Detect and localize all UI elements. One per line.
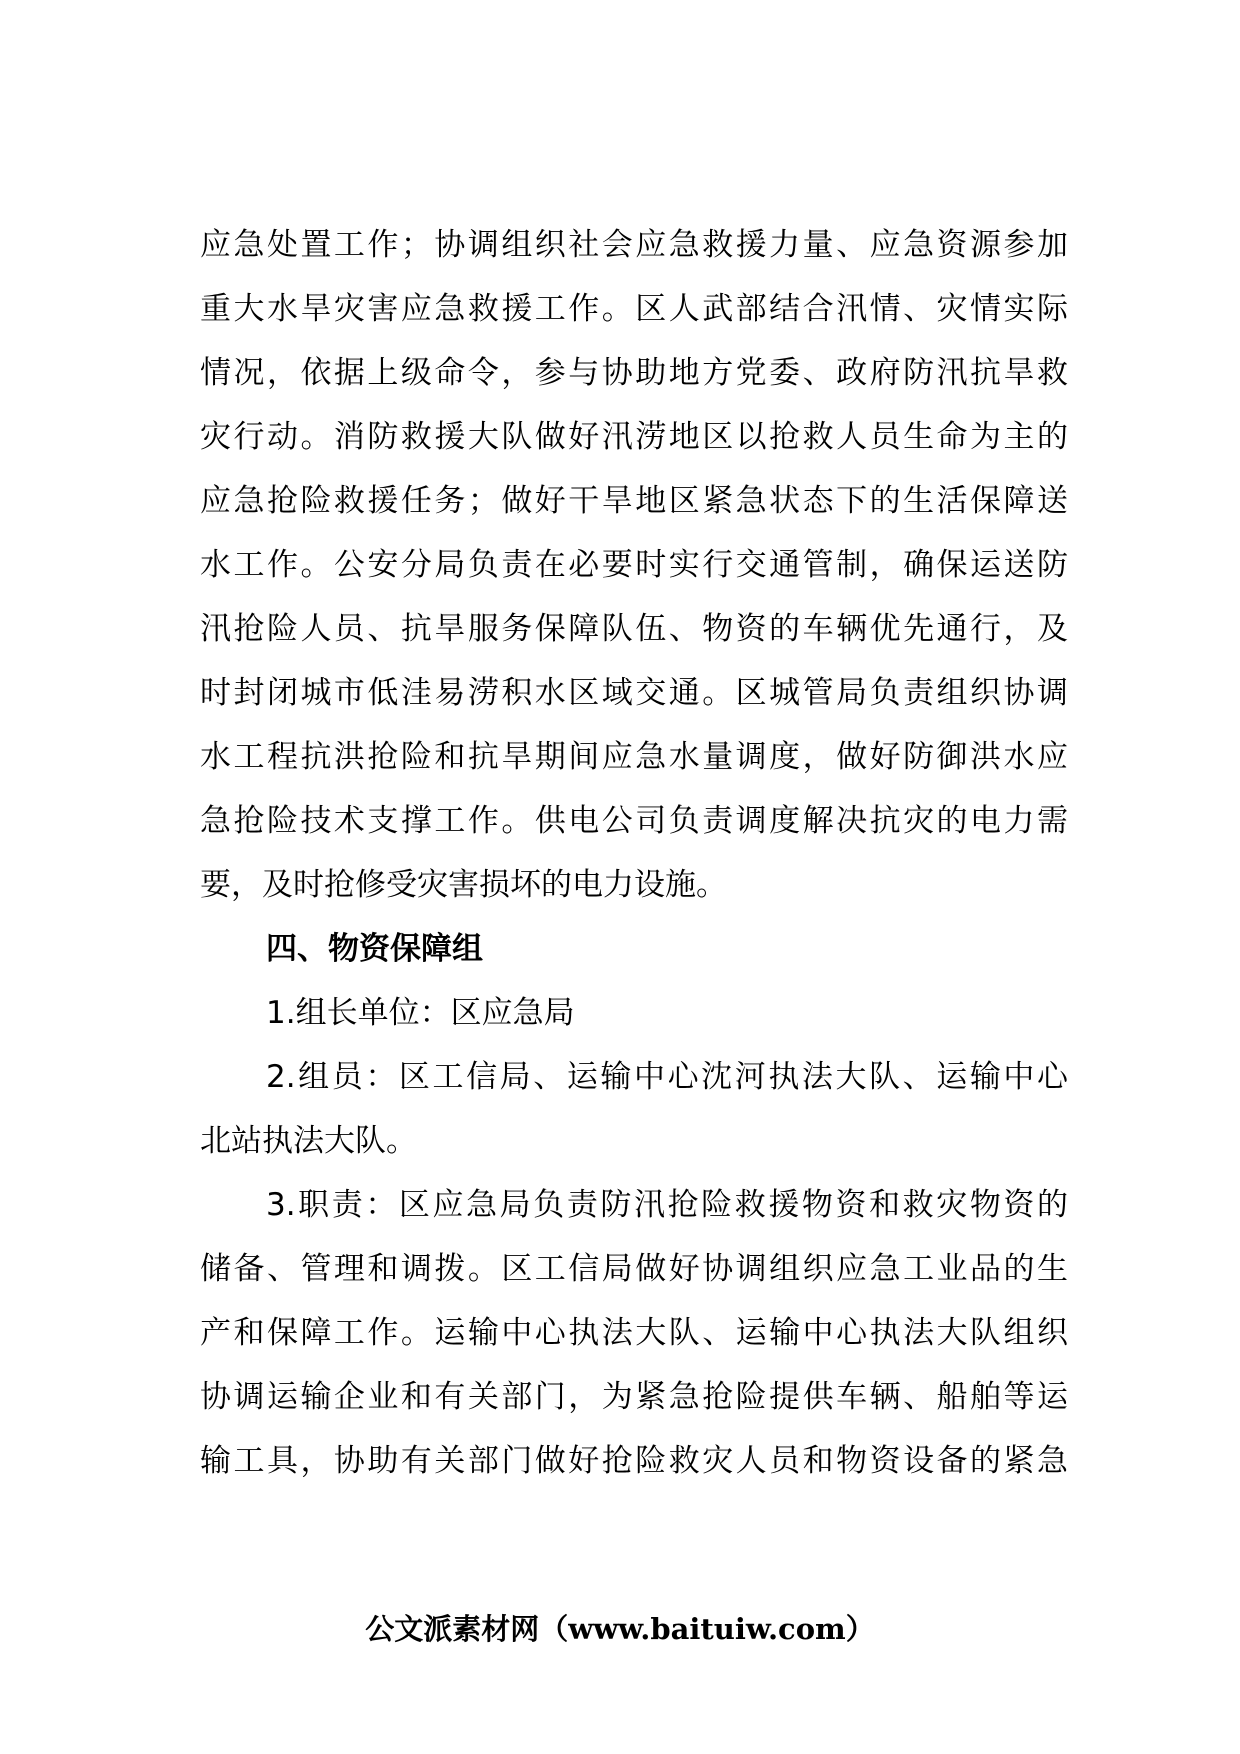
section-heading: 四、物资保障组: [266, 931, 483, 967]
body-line: 应急处置工作；协调组织社会应急救援力量、应急资源参加: [200, 227, 1068, 263]
body-line: 应急抢险救援任务；做好干旱地区紧急状态下的生活保障送: [200, 483, 1068, 519]
body-line: 要，及时抢修受灾害损坏的电力设施。: [200, 867, 727, 903]
body-line: 协调运输企业和有关部门，为紧急抢险提供车辆、船舶等运: [200, 1379, 1068, 1415]
body-line: 北站执法大队。: [200, 1123, 417, 1159]
body-line: 储备、管理和调拨。区工信局做好协调组织应急工业品的生: [200, 1251, 1068, 1287]
body-line: 急抢险技术支撑工作。供电公司负责调度解决抗灾的电力需: [200, 803, 1068, 839]
body-line: 水工程抗洪抢险和抗旱期间应急水量调度，做好防御洪水应: [200, 739, 1068, 775]
body-line: 时封闭城市低洼易涝积水区域交通。区城管局负责组织协调: [200, 675, 1068, 711]
body-line: 输工具，协助有关部门做好抢险救灾人员和物资设备的紧急: [200, 1443, 1068, 1479]
list-item: 1.组长单位：区应急局: [266, 995, 575, 1031]
body-line: 情况，依据上级命令，参与协助地方党委、政府防汛抗旱救: [200, 355, 1068, 391]
list-item: 2.组员：区工信局、运输中心沈河执法大队、运输中心: [266, 1059, 1068, 1095]
body-line: 重大水旱灾害应急救援工作。区人武部结合汛情、灾情实际: [200, 291, 1068, 327]
list-item: 3.职责：区应急局负责防汛抢险救援物资和救灾物资的: [266, 1187, 1068, 1223]
footer-watermark: 公文派素材网（www.baituiw.com）: [365, 1612, 875, 1646]
body-line: 产和保障工作。运输中心执法大队、运输中心执法大队组织: [200, 1315, 1068, 1351]
body-line: 汛抢险人员、抗旱服务保障队伍、物资的车辆优先通行，及: [200, 611, 1068, 647]
body-line: 水工作。公安分局负责在必要时实行交通管制，确保运送防: [200, 547, 1068, 583]
body-line: 灾行动。消防救援大队做好汛涝地区以抢救人员生命为主的: [200, 419, 1068, 455]
